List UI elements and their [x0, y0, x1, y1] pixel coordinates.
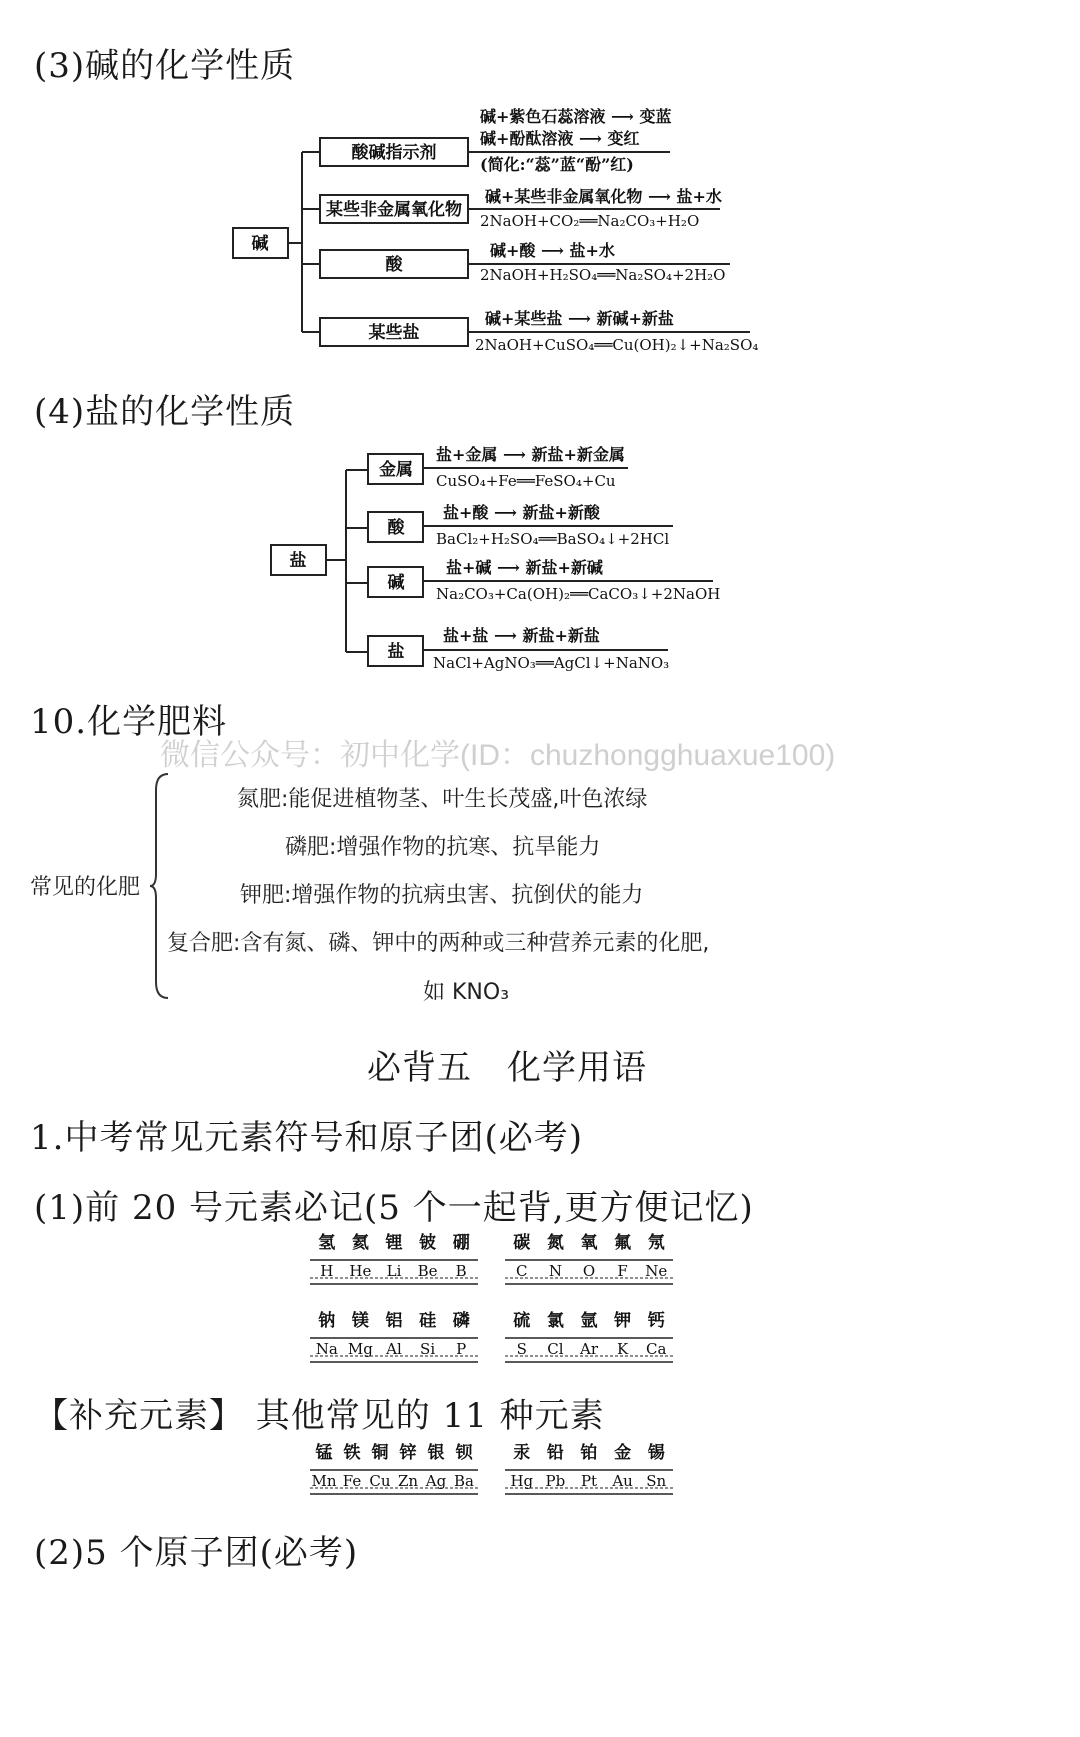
- first20-table-1-symbol-1: N: [548, 1262, 562, 1280]
- first20-table-0-name-2: 锂: [385, 1233, 403, 1253]
- first20-table-2-name-3: 硅: [419, 1311, 437, 1331]
- first20-table-3-name-1: 氯: [546, 1311, 564, 1331]
- salt-metal-equation: CuSO₄+Fe══FeSO₄+Cu: [436, 472, 616, 490]
- salt-branch-base: 碱: [387, 573, 405, 593]
- base-root-label: 碱: [251, 234, 269, 254]
- salt-salt-equation: NaCl+AgNO₃══AgCl↓+NaNO₃: [433, 654, 670, 672]
- salt-salt-line-1: 盐+盐 ⟶ 新盐+新盐: [443, 626, 600, 645]
- first20-table-3-symbol-0: S: [516, 1340, 527, 1358]
- base-branch-acid: 酸: [385, 255, 403, 275]
- first20-table-1-name-4: 氖: [647, 1233, 665, 1253]
- base-branch-oxide: 某些非金属氧化物: [326, 200, 462, 220]
- first-20-elements-title: (1)前 20 号元素必记(5 个一起背,更方便记忆): [34, 1188, 754, 1228]
- salt-properties-title: (4)盐的化学性质: [34, 392, 296, 432]
- supp-table-1-symbol-2: Pt: [580, 1472, 598, 1490]
- first20-table-1-symbol-4: Ne: [645, 1262, 668, 1280]
- supp-table-0-name-2: 铜: [371, 1443, 389, 1463]
- supp-table-1-name-0: 汞: [513, 1443, 531, 1463]
- base-oxide-line-1: 碱+某些非金属氧化物 ⟶ 盐+水: [485, 187, 722, 206]
- base-indicator-line-1: 碱+紫色石蕊溶液 ⟶ 变蓝: [480, 107, 672, 126]
- base-salt-equation: 2NaOH+CuSO₄══Cu(OH)₂↓+Na₂SO₄: [475, 336, 759, 354]
- first20-table-1-name-0: 碳: [513, 1233, 531, 1253]
- salt-acid-equation: BaCl₂+H₂SO₄══BaSO₄↓+2HCl: [436, 530, 670, 548]
- base-salt-line-1: 碱+某些盐 ⟶ 新碱+新盐: [485, 309, 674, 328]
- base-branch-indicator: 酸碱指示剂: [351, 143, 437, 163]
- salt-metal-line-1: 盐+金属 ⟶ 新盐+新金属: [436, 445, 625, 464]
- fertilizer-phosphorus: 磷肥:增强作物的抗寒、抗旱能力: [285, 835, 601, 860]
- supp-table-1-symbol-3: Au: [612, 1472, 633, 1490]
- first20-table-1-symbol-2: O: [582, 1262, 596, 1280]
- first20-table-2-symbol-2: Al: [386, 1340, 402, 1358]
- salt-branch-metal: 金属: [379, 460, 413, 480]
- base-indicator-line-2: 碱+酚酞溶液 ⟶ 变红: [480, 129, 640, 148]
- first20-table-0-symbol-3: Be: [417, 1262, 438, 1280]
- fertilizer-compound: 复合肥:含有氮、磷、钾中的两种或三种营养元素的化肥,: [167, 931, 710, 956]
- first20-table-1-symbol-3: F: [617, 1262, 628, 1280]
- supp-table-0-name-3: 锌: [399, 1443, 417, 1463]
- first20-table-0-symbol-1: He: [349, 1262, 372, 1280]
- base-acid-line-1: 碱+酸 ⟶ 盐+水: [490, 241, 615, 260]
- first20-table-3-symbol-2: Ar: [579, 1340, 599, 1358]
- first20-table-0-symbol-4: B: [455, 1262, 467, 1280]
- first20-table-2-name-1: 镁: [351, 1311, 369, 1331]
- first20-table-0-name-4: 硼: [452, 1233, 470, 1253]
- base-properties-title: (3)碱的化学性质: [34, 46, 296, 86]
- salt-acid-line-1: 盐+酸 ⟶ 新盐+新酸: [443, 503, 600, 522]
- fertilizer-label: 常见的化肥: [30, 875, 141, 900]
- base-acid-equation: 2NaOH+H₂SO₄══Na₂SO₄+2H₂O: [480, 266, 726, 284]
- supp-table-1-symbol-4: Sn: [646, 1472, 667, 1490]
- first20-table-2-name-0: 钠: [318, 1311, 336, 1331]
- first20-table-3-symbol-3: K: [616, 1340, 629, 1358]
- supp-table-0-symbol-2: Cu: [369, 1472, 391, 1490]
- salt-branch-salt: 盐: [387, 642, 405, 662]
- first20-table-2-symbol-1: Mg: [347, 1340, 373, 1358]
- first20-table-2-symbol-0: Na: [315, 1340, 338, 1358]
- first20-table-1-name-1: 氮: [546, 1233, 564, 1253]
- first20-table-1-name-3: 氟: [614, 1233, 632, 1253]
- first20-table-3-name-0: 硫: [513, 1311, 531, 1331]
- supp-table-1-name-1: 铅: [546, 1443, 564, 1463]
- first20-table-2-symbol-3: Si: [420, 1340, 436, 1358]
- first20-table-2-name-2: 铝: [385, 1311, 403, 1331]
- first20-table-0-name-3: 铍: [419, 1233, 437, 1253]
- supp-table-0-name-0: 锰: [315, 1443, 333, 1463]
- supp-table-0-symbol-5: Ba: [454, 1472, 474, 1490]
- first20-table-2-symbol-4: P: [456, 1340, 467, 1358]
- supp-table-0-name-5: 钡: [455, 1443, 473, 1463]
- supp-table-1-name-2: 铂: [580, 1443, 598, 1463]
- supp-table-0-symbol-4: Ag: [425, 1472, 447, 1490]
- supp-table-0-symbol-1: Fe: [342, 1472, 362, 1490]
- fertilizer-compound-example: 如 KNO₃: [423, 980, 510, 1005]
- base-indicator-line-3: (简化:“蕊”蓝“酚”红): [480, 155, 634, 174]
- salt-root-label: 盐: [289, 551, 307, 571]
- chapter-title: 必背五 化学用语: [367, 1048, 647, 1088]
- first20-table-3-name-4: 钙: [647, 1311, 665, 1331]
- salt-base-equation: Na₂CO₃+Ca(OH)₂══CaCO₃↓+2NaOH: [436, 585, 721, 603]
- supp-table-1-name-3: 金: [614, 1443, 632, 1463]
- salt-base-line-1: 盐+碱 ⟶ 新盐+新碱: [446, 558, 603, 577]
- supp-table-0-symbol-3: Zn: [397, 1472, 419, 1490]
- supplementary-elements-title: 【补充元素】 其他常见的 11 种元素: [34, 1396, 605, 1436]
- supp-table-0-symbol-0: Mn: [311, 1472, 337, 1490]
- first20-table-3-symbol-4: Ca: [645, 1340, 667, 1358]
- supp-table-1-symbol-1: Pb: [545, 1472, 566, 1490]
- fertilizer-potassium: 钾肥:增强作物的抗病虫害、抗倒伏的能力: [240, 883, 644, 908]
- first20-table-3-name-3: 钾: [614, 1311, 632, 1331]
- salt-properties-diagram: [268, 440, 728, 680]
- base-branch-salt: 某些盐: [368, 323, 420, 343]
- first20-table-1-name-2: 氧: [580, 1233, 598, 1253]
- supp-table-0-name-4: 银: [427, 1443, 445, 1463]
- base-oxide-equation: 2NaOH+CO₂══Na₂CO₃+H₂O: [480, 212, 700, 230]
- supplementary-elements-tables: [305, 1440, 685, 1510]
- first20-table-0-symbol-2: Li: [386, 1262, 402, 1280]
- base-properties-diagram: [230, 100, 760, 360]
- supp-table-1-name-4: 锡: [647, 1443, 665, 1463]
- first20-table-0-symbol-0: H: [320, 1262, 334, 1280]
- salt-branch-acid: 酸: [387, 518, 405, 538]
- element-symbols-title: 1.中考常见元素符号和原子团(必考): [30, 1118, 583, 1158]
- brace-icon: [148, 770, 172, 1002]
- supp-table-1-symbol-0: Hg: [510, 1472, 534, 1490]
- fertilizer-title: 10.化学肥料: [30, 702, 228, 742]
- supp-table-0-name-1: 铁: [343, 1443, 361, 1463]
- fertilizer-nitrogen: 氮肥:能促进植物茎、叶生长茂盛,叶色浓绿: [237, 787, 648, 812]
- watermark: 微信公众号：初中化学(ID：chuzhongghuaxue100): [160, 739, 836, 772]
- first-20-elements-tables: [305, 1230, 685, 1375]
- first20-table-2-name-4: 磷: [452, 1311, 470, 1331]
- atomic-groups-title: (2)5 个原子团(必考): [34, 1533, 359, 1573]
- first20-table-3-name-2: 氩: [580, 1311, 598, 1331]
- first20-table-0-name-1: 氦: [351, 1233, 369, 1253]
- first20-table-1-symbol-0: C: [516, 1262, 528, 1280]
- first20-table-3-symbol-1: Cl: [547, 1340, 564, 1358]
- first20-table-0-name-0: 氢: [318, 1233, 336, 1253]
